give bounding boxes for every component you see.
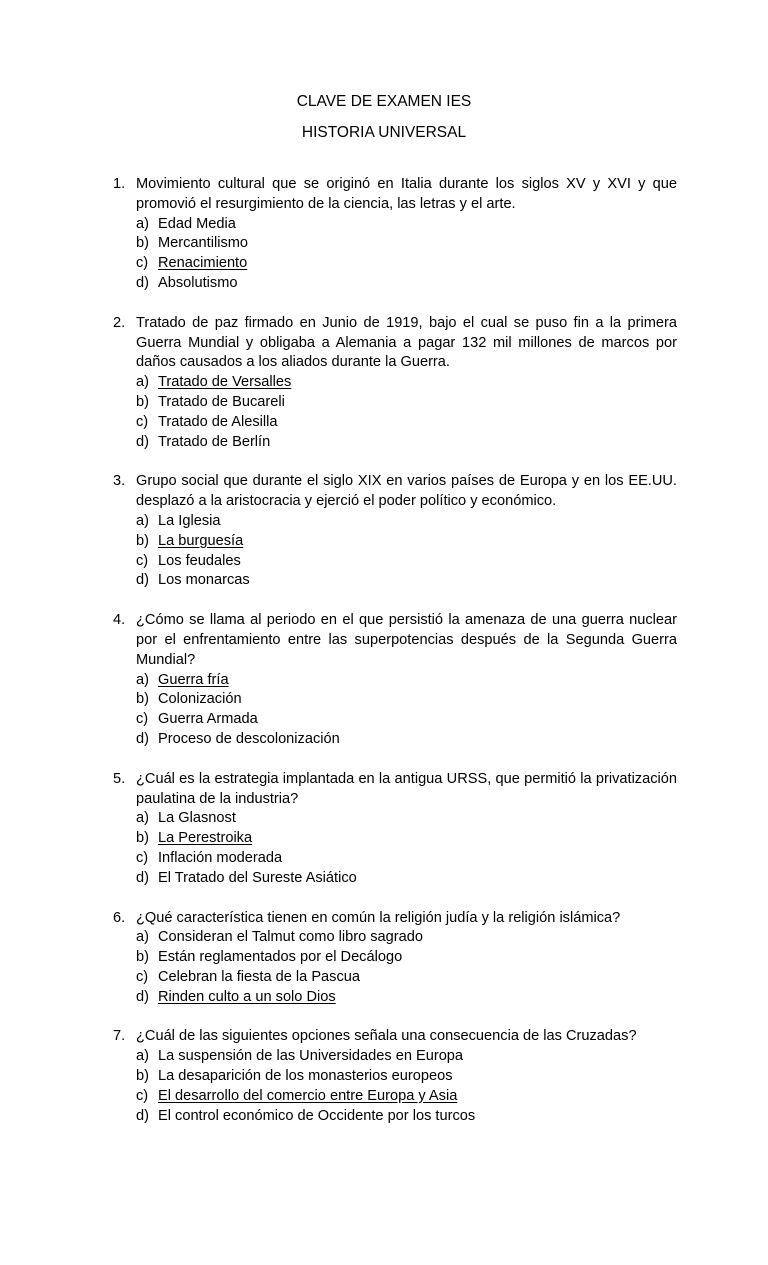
question-5 [113,770,677,889]
question-1 [113,175,677,294]
answer-option [136,1067,677,1087]
question-number: 2. [113,314,126,331]
option-text: Celebran la fiesta de la Pascua [158,968,361,985]
answer-option [136,1047,677,1067]
answer-option [136,532,677,552]
answer-option [136,1107,677,1127]
answer-option [136,571,677,591]
question-number: 1. [113,176,126,192]
option-text: La desaparición de los monasterios europeos [158,1068,453,1085]
question-text: Movimiento cultural que se originó en Italia durante los siglos XV y XVI y que promovió el resurgimiento de la ciencia, las letras y el arte. [136,176,677,212]
correct-answer-text: La Perestroika [158,830,253,847]
question-body [136,611,677,750]
question-2 [113,314,677,453]
answer-option [136,710,677,730]
question-body [136,909,677,1008]
option-letter: c) [136,255,149,272]
option-letter: c) [136,711,149,728]
answer-option [136,274,677,294]
answer-option [136,552,677,572]
option-text: La suspensión de las Universidades en Europa [158,1048,464,1065]
option-letter: c) [136,413,149,430]
question-text: ¿Cómo se llama al periodo en el que persistió la amenaza de una guerra nuclear por el enfrentamiento entre las superpotencias después de la Segunda Guerra Mundial? [136,612,677,668]
answer-option [136,968,677,988]
answer-option [136,512,677,532]
option-text: Tratado de Berlín [158,433,271,450]
option-letter: a) [136,929,149,946]
document-subtitle-text: HISTORIA UNIVERSAL [301,124,467,141]
option-letter: b) [136,393,149,410]
answer-option [136,730,677,750]
option-text: La Glasnost [158,810,236,827]
option-text: Guerra Armada [158,711,258,728]
question-body [136,175,677,294]
correct-answer-text: Tratado de Versalles [158,374,292,391]
option-text: El control económico de Occidente por los turcos [158,1107,476,1124]
question-text: ¿Cuál es la estrategia implantada en la antigua URSS, que permitió la privatización paulatina de la industria? [136,770,677,807]
option-letter: b) [136,949,149,966]
option-letter: a) [136,374,149,391]
answer-option [136,413,677,433]
answer-option [136,928,677,948]
correct-answer-text: Renacimiento [158,255,248,272]
question-number: 3. [113,473,126,490]
option-letter: d) [136,988,149,1005]
question-4 [113,611,677,750]
question-text: Grupo social que durante el siglo XIX en varios países de Europa y en los EE.UU. desplazó a la aristocracia y ejerció el poder político y económico. [136,473,677,510]
option-text: Los monarcas [158,572,250,589]
option-letter: c) [136,968,149,985]
correct-answer-text: Guerra fría [158,671,229,688]
question-list [113,175,677,1146]
question-text: ¿Qué característica tienen en común la religión judía y la religión islámica? [136,909,621,926]
question-number: 5. [113,770,126,787]
question-number: 4. [113,612,126,629]
option-letter: a) [136,1048,149,1065]
option-text: Están reglamentados por el Decálogo [158,949,403,966]
option-text: Edad Media [158,215,236,232]
option-letter: d) [136,1107,149,1124]
answer-option [136,988,677,1008]
option-letter: c) [136,552,149,569]
option-text: El Tratado del Sureste Asiático [158,869,357,886]
question-text: ¿Cuál de las siguientes opciones señala una consecuencia de las Cruzadas? [136,1028,637,1045]
question-number: 6. [113,909,126,926]
option-text: La Iglesia [158,512,221,529]
question-body [136,472,677,591]
document-title [0,92,768,112]
option-letter: d) [136,433,149,450]
answer-option [136,433,677,453]
option-letter: c) [136,849,149,866]
answer-option [136,849,677,869]
option-letter: b) [136,532,149,549]
answer-option [136,254,677,274]
option-letter: a) [136,215,149,232]
answer-option [136,690,677,710]
option-letter: d) [136,274,149,291]
option-text: Proceso de descolonización [158,730,340,747]
answer-option [136,215,677,235]
answer-option [136,671,677,691]
answer-option [136,869,677,889]
option-text: Mercantilismo [158,235,249,252]
option-text: Tratado de Bucareli [158,393,285,410]
option-letter: a) [136,671,149,688]
option-letter: a) [136,512,149,529]
answer-option [136,234,677,254]
answer-option [136,1087,677,1107]
option-letter: c) [136,1087,149,1104]
option-letter: d) [136,869,149,886]
document-title-text: CLAVE DE EXAMEN IES [296,93,472,110]
answer-option [136,373,677,393]
question-text: Tratado de paz firmado en Junio de 1919, bajo el cual se puso fin a la primera Guerra Mundial y obligaba a Alemania a pagar 132 mil millones de marcos por daños causados a los aliados durante la Guerra. [136,314,677,371]
option-letter: a) [136,810,149,827]
option-text: Colonización [158,691,242,708]
answer-option [136,948,677,968]
question-body [136,770,677,889]
option-text: Los feudales [158,552,241,569]
option-letter: b) [136,691,149,708]
answer-option [136,393,677,413]
question-body [136,1027,677,1126]
option-letter: b) [136,830,149,847]
question-7 [113,1027,677,1126]
option-letter: d) [136,730,149,747]
option-letter: b) [136,235,149,252]
correct-answer-text: La burguesía [158,532,244,549]
answer-option [136,809,677,829]
document-subtitle [0,123,768,143]
option-text: Inflación moderada [158,849,283,866]
option-text: Tratado de Alesilla [158,413,278,430]
option-text: Consideran el Talmut como libro sagrado [158,929,423,946]
option-text: Absolutismo [158,274,238,291]
option-letter: b) [136,1068,149,1085]
correct-answer-text: El desarrollo del comercio entre Europa y Asia [158,1087,458,1104]
correct-answer-text: Rinden culto a un solo Dios [158,988,336,1005]
question-3 [113,472,677,591]
question-number: 7. [113,1028,126,1045]
option-letter: d) [136,572,149,589]
question-6 [113,909,677,1008]
answer-option [136,829,677,849]
question-body [136,314,677,453]
